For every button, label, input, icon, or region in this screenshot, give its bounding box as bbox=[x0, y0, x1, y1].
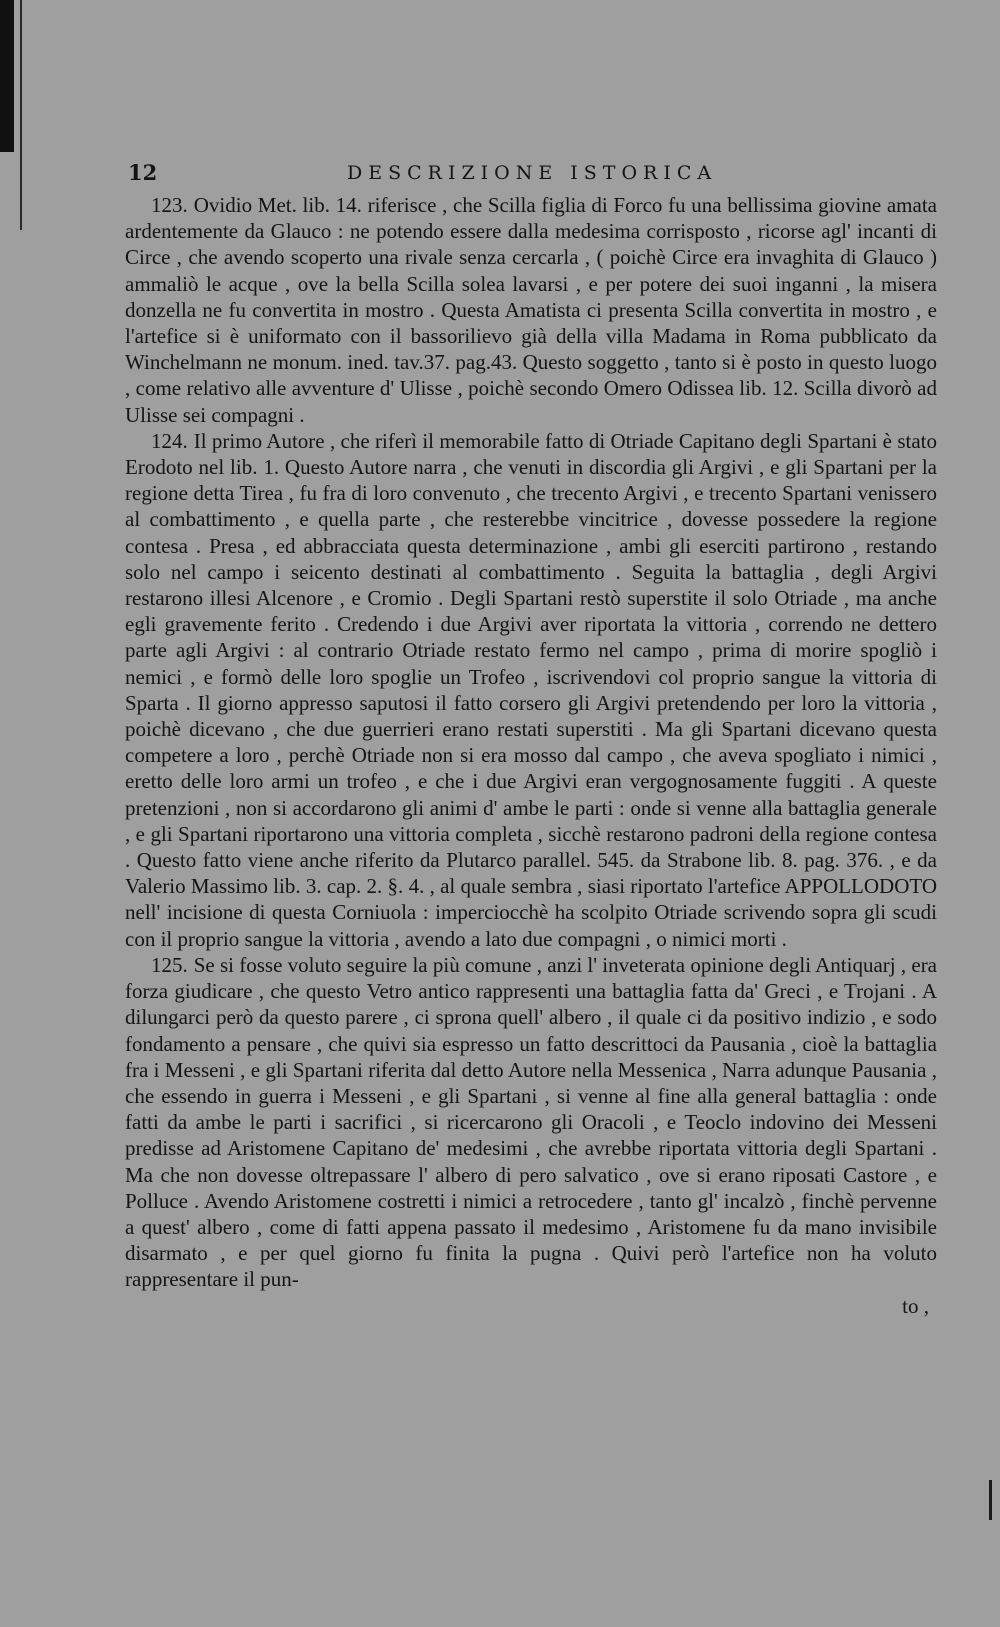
book-page bbox=[125, 160, 937, 1319]
paragraph-number: 123. bbox=[151, 193, 188, 217]
page-binding-shadow bbox=[0, 0, 14, 152]
paragraph-text: Se si fosse voluto seguire la più comune , anzi l' inveterata opinione degli Antiquarj , era forza giudicare , che questo Vetro antico rappresenti una battaglia fatta da' Greci , e Trojani . A dilungarci però da questo parere , ci sprona quell' albero , il quale ci da positivo indizio , e sodo fondamento a pensare , che quivi sia espresso un fatto descrittoci da Pausania , cioè la battaglia fra i Messeni , e gli Spartani riferita dal detto Autore nella Messenica , Narra adunque Pausania , che essendo in guerra i Messeni , e gli Spartani , si venne al fine alla general battaglia : onde fatti da ambe le parti i sacrifici , si ricercarono gli Oracoli , e Teoclo indovino dei Messeni predisse ad Aristomene Capitano de' medesimi , che avrebbe riportata vittoria degli Spartani . Ma che non dovesse oltrepassare l' albero di pero salvatico , ove si erano riposati Castore , e Polluce . Avendo Aristomene costretti i nimici a retrocedere , tanto gl' incalzò , finchè pervenne a quest' albero , come di fatti appena passato il medesimo , Aristomene fu da mano invisibile disarmato , e per quel giorno fu finita la pugna . Quivi però l'artefice non ha voluto rappresentare il pun- bbox=[125, 952, 938, 1292]
paragraph-124 bbox=[125, 428, 937, 952]
paragraph-125 bbox=[125, 952, 937, 1293]
paragraph-number: 125. bbox=[151, 952, 188, 977]
page-edge-mark bbox=[989, 1480, 992, 1520]
catchword: to , bbox=[902, 1293, 929, 1318]
page-binding-line bbox=[20, 0, 22, 230]
running-title: DESCRIZIONE ISTORICA bbox=[347, 162, 718, 184]
paragraph-number: 124. bbox=[151, 428, 188, 453]
page-body bbox=[125, 192, 937, 1319]
paragraph-text: Ovidio Met. lib. 14. riferisce , che Scilla figlia di Forco fu una bellissima giovine amata ardentemente da Glauco : ne potendo essere dalla medesima corrisposto , ricorse agl' incanti di Circe , che avendo scoperto una rivale senza cercarla , ( poichè Circe era invaghita di Glauco ) ammaliò le acque , ove la bella Scilla solea lavarsi , e per potere dei suoi inganni , la misera donzella ne fu convertita in mostro . Questa Amatista ci presenta Scilla convertita in mostro , e l'artefice si è uniformato con il bassorilievo già della villa Madama in Roma pubblicato da Winchelmann ne monum. ined. tav.37. pag.43. Questo soggetto , tanto si è posto in questo luogo , come relativo alle avventure d' Ulisse , poichè secondo Omero Odissea lib. 12. Scilla divorò ad Ulisse sei compagni . bbox=[125, 193, 937, 427]
paragraph-123 bbox=[125, 192, 937, 428]
page-number: 12 bbox=[128, 160, 158, 185]
paragraph-text: Il primo Autore , che riferì il memorabile fatto di Otriade Capitano degli Spartani è stato Erodoto nel lib. 1. Questo Autore narra , che venuti in discordia gli Argivi , e gli Spartani per la regione detta Tirea , fu fra di loro convenuto , che trecento Argivi , e trecento Spartani venissero al combattimento , e quella parte , che resterebbe vincitrice , dovesse possedere la regione contesa . Presa , ed abbracciata questa determinazione , ambi gli eserciti partirono , restando solo nel campo i seicento destinati al combattimento . Seguita la battaglia , degli Argivi restarono illesi Alcenore , e Cromio . Degli Spartani restò superstite il solo Otriade , ma anche egli gravemente ferito . Credendo i due Argivi aver riportata la vittoria , correndo ne dettero parte agli Argivi : al contrario Otriade restato fermo nel campo , prima di morire spogliò i nemici , e formò delle loro spoglie un Trofeo , iscrivendovi col proprio sangue la vittoria di Sparta . Il giorno appresso saputosi il fatto corsero gli Argivi pretendendo per loro la vittoria , poichè dicevano , che due guerrieri erano restati superstiti . Ma gli Spartani dicevano questa competere a loro , perchè Otriade non si era mosso dal campo , che aveva spogliato i nimici , eretto delle loro armi un trofeo , e che i due Argivi eran vergognosamente fuggiti . A queste pretenzioni , non si accordarono gli animi d' ambe le parti : onde si venne alla battaglia generale , e gli Spartani riportarono una vittoria completa , sicchè restarono padroni della regione contesa . Questo fatto viene anche riferito da Plutarco parallel. 545. da Strabone lib. 8. pag. 376. , e da Valerio Massimo lib. 3. cap. 2. §. 4. , al quale sembra , siasi riportato l'artefice APPOLLODOTO nell' incisione di questa Corniuola : imperciocchè ha scolpito Otriade scrivendo sopra gli scudi con il proprio sangue la vittoria , avendo a lato due compagni , o nimici morti . bbox=[125, 428, 937, 951]
page-header bbox=[125, 160, 937, 190]
